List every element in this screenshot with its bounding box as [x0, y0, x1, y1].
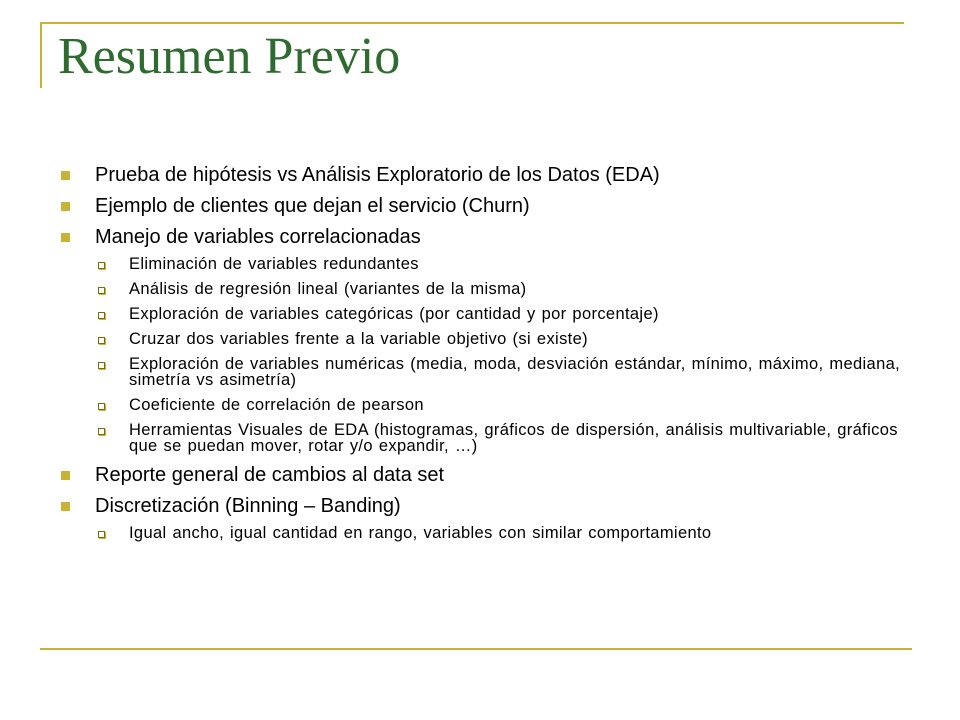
square-bullet-icon: [61, 171, 70, 180]
sub-bullet-item: [58, 422, 908, 454]
bullet-item: [58, 463, 908, 487]
sub-bullet-text: Coeficiente de correlación de pearson: [129, 396, 424, 414]
sub-bullet-text: Cruzar dos variables frente a la variable objetivo (si existe): [129, 330, 588, 348]
sub-bullet-text: Exploración de variables categóricas (por cantidad y por porcentaje): [129, 305, 659, 323]
square-bullet-icon: [61, 202, 70, 211]
sub-bullet-text: Herramientas Visuales de EDA (histogramas, gráficos de dispersión, análisis multivariable, gráficos que se puedan mover, rotar y/o expandir, …): [129, 421, 898, 455]
left-rule: [40, 22, 42, 88]
sub-bullet-item: [58, 306, 908, 322]
square-bullet-icon: [61, 471, 70, 480]
hollow-square-bullet-icon: [98, 337, 105, 344]
bullet-item: [58, 494, 908, 518]
square-bullet-icon: [61, 233, 70, 242]
sub-bullet-text: Igual ancho, igual cantidad en rango, variables con similar comportamiento: [129, 524, 712, 542]
bullet-item: [58, 194, 908, 218]
bottom-rule: [40, 648, 912, 650]
sub-bullet-item: [58, 281, 908, 297]
bullet-item: [58, 225, 908, 249]
sub-bullet-item: [58, 525, 908, 541]
hollow-square-bullet-icon: [98, 312, 105, 319]
bullet-text: Ejemplo de clientes que dejan el servicio (Churn): [95, 195, 530, 217]
bullet-text: Discretización (Binning – Banding): [95, 495, 401, 517]
hollow-square-bullet-icon: [98, 287, 105, 294]
hollow-square-bullet-icon: [98, 403, 105, 410]
sub-bullet-text: Análisis de regresión lineal (variantes de la misma): [129, 280, 527, 298]
bullet-item: [58, 163, 908, 187]
sub-bullet-text: Exploración de variables numéricas (media, moda, desviación estándar, mínimo, máximo, mediana, simetría vs asimetría): [129, 355, 901, 389]
bullet-text: Prueba de hipótesis vs Análisis Exploratorio de los Datos (EDA): [95, 164, 660, 186]
sub-bullet-text: Eliminación de variables redundantes: [129, 255, 419, 273]
sub-bullet-item: [58, 397, 908, 413]
hollow-square-bullet-icon: [98, 362, 105, 369]
top-rule: [40, 22, 904, 24]
square-bullet-icon: [61, 502, 70, 511]
hollow-square-bullet-icon: [98, 262, 105, 269]
bullet-list: [58, 163, 908, 550]
sub-bullet-item: [58, 356, 908, 388]
slide-title: Resumen Previo: [58, 28, 401, 85]
bullet-text: Manejo de variables correlacionadas: [95, 226, 421, 248]
hollow-square-bullet-icon: [98, 428, 105, 435]
sub-bullet-item: [58, 331, 908, 347]
hollow-square-bullet-icon: [98, 531, 105, 538]
sub-bullet-item: [58, 256, 908, 272]
bullet-text: Reporte general de cambios al data set: [95, 464, 445, 486]
